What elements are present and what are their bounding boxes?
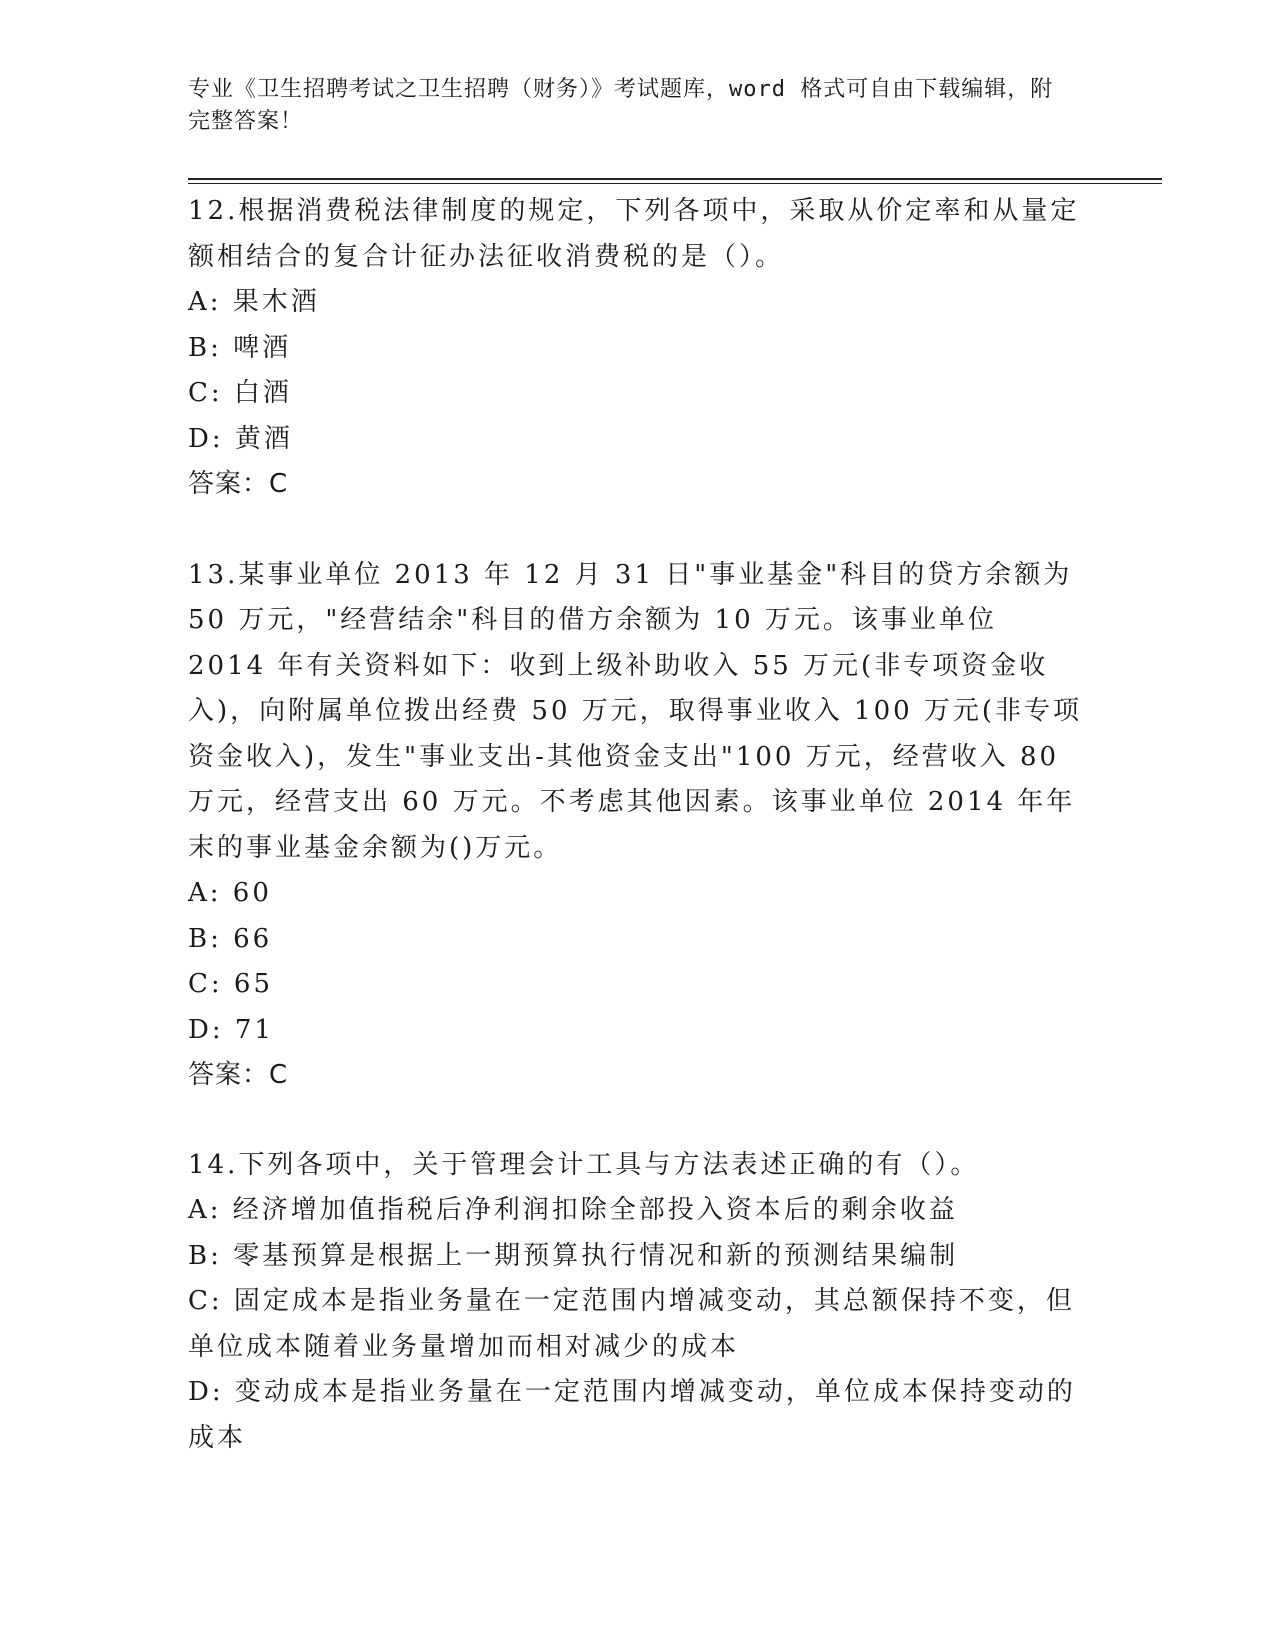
spacer	[188, 508, 1088, 553]
option-d: D: 71	[188, 1014, 274, 1045]
question-text: 13.某事业单位 2013 年 12 月 31 日"事业基金"科目的贷方余额为 50 万元，"经营结余"科目的借方余额为 10 万元。该事业单位 2014 年有关资料如下：收到上级补助收入 55 万元(非专项资金收入)，向附属单位拨出经费 50 万元，取得事业收入 100 万元(非专项资金收入)，发生"事业支出-其他资金支出"100 万元，经营收入 80 万元，经营支出 60 万元。不考虑其他因素。该事业单位 2014 年年末的事业基金余额为()万元。	[188, 559, 1083, 863]
question-12	[188, 189, 1088, 508]
question-13	[188, 553, 1088, 1099]
option-c: C: 固定成本是指业务量在一定范围内增减变动，其总额保持不变，但单位成本随着业务量增加而相对减少的成本	[188, 1286, 1075, 1362]
option-a: A: 果木酒	[188, 287, 320, 317]
option-d: D: 变动成本是指业务量在一定范围内增减变动，单位成本保持变动的成本	[188, 1377, 1076, 1453]
option-b: B: 零基预算是根据上一期预算执行情况和新的预测结果编制	[188, 1240, 959, 1271]
option-b: B: 啤酒	[188, 332, 292, 363]
question-14	[188, 1143, 1088, 1462]
header-divider-thick	[188, 178, 1162, 180]
option-d: D: 黄酒	[188, 423, 293, 454]
answer-line: 答案：C	[188, 469, 289, 499]
answer-line: 答案：C	[188, 1060, 289, 1090]
option-a: A: 60	[188, 878, 272, 908]
question-list	[188, 189, 1088, 1461]
header-divider-thin	[188, 183, 1162, 184]
option-c: C: 65	[188, 969, 274, 999]
option-c: C: 白酒	[188, 378, 292, 408]
option-b: B: 66	[188, 923, 273, 954]
document-header: 专业《卫生招聘考试之卫生招聘（财务）》考试题库，word 格式可自由下载编辑，附完整答案！	[188, 77, 1054, 134]
option-a: A: 经济增加值指税后净利润扣除全部投入资本后的剩余收益	[188, 1195, 958, 1225]
question-text: 14.下列各项中，关于管理会计工具与方法表述正确的有（）。	[188, 1149, 980, 1180]
question-text: 12.根据消费税法律制度的规定，下列各项中，采取从价定率和从量定额相结合的复合计征办法征收消费税的是（）。	[188, 196, 1080, 272]
spacer	[188, 1099, 1088, 1143]
